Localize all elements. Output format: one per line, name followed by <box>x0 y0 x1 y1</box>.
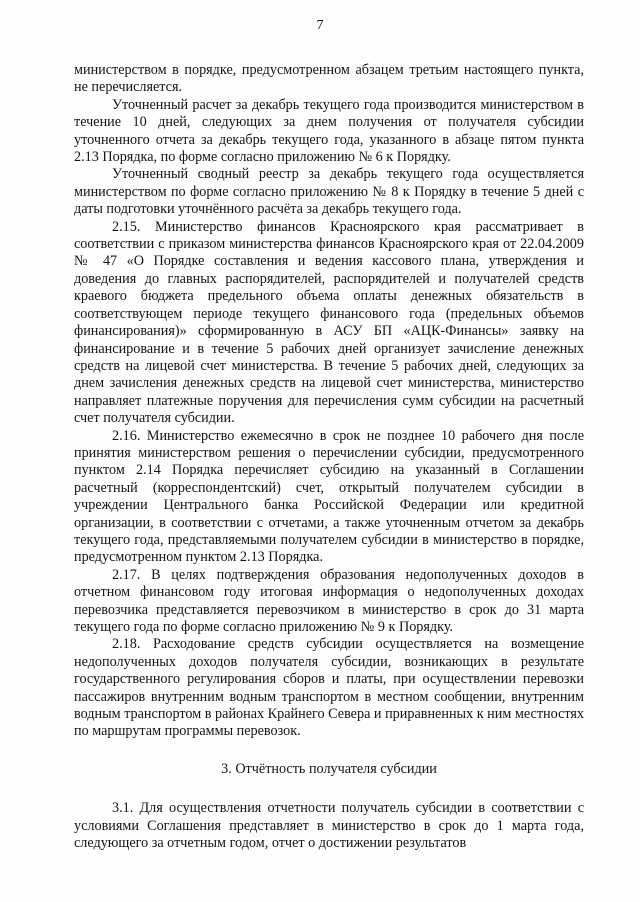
paragraph: Уточненный сводный реестр за декабрь текущего года осуществляется министерством по форме согласно приложению № 8 к Порядку в течение 5 дней с даты подготовки уточнённого расчёта за декабрь текущего года. <box>74 166 584 218</box>
page-number: 7 <box>316 18 324 33</box>
paragraph-2-16: 2.16. Министерство ежемесячно в срок не позднее 10 рабочего дня после принятия министерством решения о перечислении субсидии, предусмотренного пунктом 2.14 Порядка перечисляет субсидию на указанный в Соглашении расчетный (корреспондентский) счет, открытый получателем субсидии в учреждении Центрального банка Российской Федерации или кредитной организации, в соответствии с отчетами, а также уточненным отчетом за декабрь текущего года, представляемыми получателем субсидии в министерство в порядке, предусмотренном пунктом 2.13 Порядка. <box>74 427 584 566</box>
document-body <box>74 62 584 852</box>
section-title: 3. Отчётность получателя субсидии <box>221 760 437 777</box>
paragraph-3-1: 3.1. Для осуществления отчетности получатель субсидии в соответствии с условиями Соглашения представляет в министерство в срок до 1 марта года, следующего за отчетным годом, отчет о достижении результатов <box>74 800 584 852</box>
paragraph-2-15: 2.15. Министерство финансов Красноярского края рассматривает в соответствии с приказом министерства финансов Красноярского края от 22.04.2009 № 47 «О Порядке составления и ведения кассового плана, утверждения и доведения до главных распорядителей, распорядителей и получателей средств краевого бюджета предельного объема оплаты денежных обязательств в соответствующем периоде текущего финансового года (предельных объемов финансирования)» сформированную в АСУ БП «АЦК-Финансы» заявку на финансирование и в течение 5 рабочих дней организует зачисление денежных средств на лицевой счет министерства. В течение 5 рабочих дней, следующих за днем зачисления денежных средств на лицевой счет министерства, министерство направляет платежные поручения для перечисления сумм субсидии на расчетный счет получателя субсидии. <box>74 218 584 427</box>
paragraph-2-17: 2.17. В целях подтверждения образования недополученных доходов в отчетном финансовом году итоговая информация о недополученных доходах перевозчика представляется перевозчиком в министерство в срок до 31 марта текущего года по форме согласно приложению № 9 к Порядку. <box>74 566 584 635</box>
paragraph: министерством в порядке, предусмотренном абзацем третьим настоящего пункта, не перечисляется. <box>74 62 584 96</box>
paragraph: Уточненный расчет за декабрь текущего года производится министерством в течение 10 дней, следующих за днем получения от получателя субсидии уточненного отчета за декабрь текущего года, указанного в абзаце пятом пункта 2.13 Порядка, по форме согласно приложению № 6 к Порядку. <box>74 96 584 166</box>
paragraph-2-18: 2.18. Расходование средств субсидии осуществляется на возмещение недополученных доходов получателя субсидии, возникающих в результате государственного регулирования сборов и платы, при осуществлении перевозки пассажиров внутренним водным транспортом в местном сообщении, внутренним водным транспортом в районах Крайнего Севера и приравненных к ним местностях по маршрутам программы перевозок. <box>74 636 584 740</box>
